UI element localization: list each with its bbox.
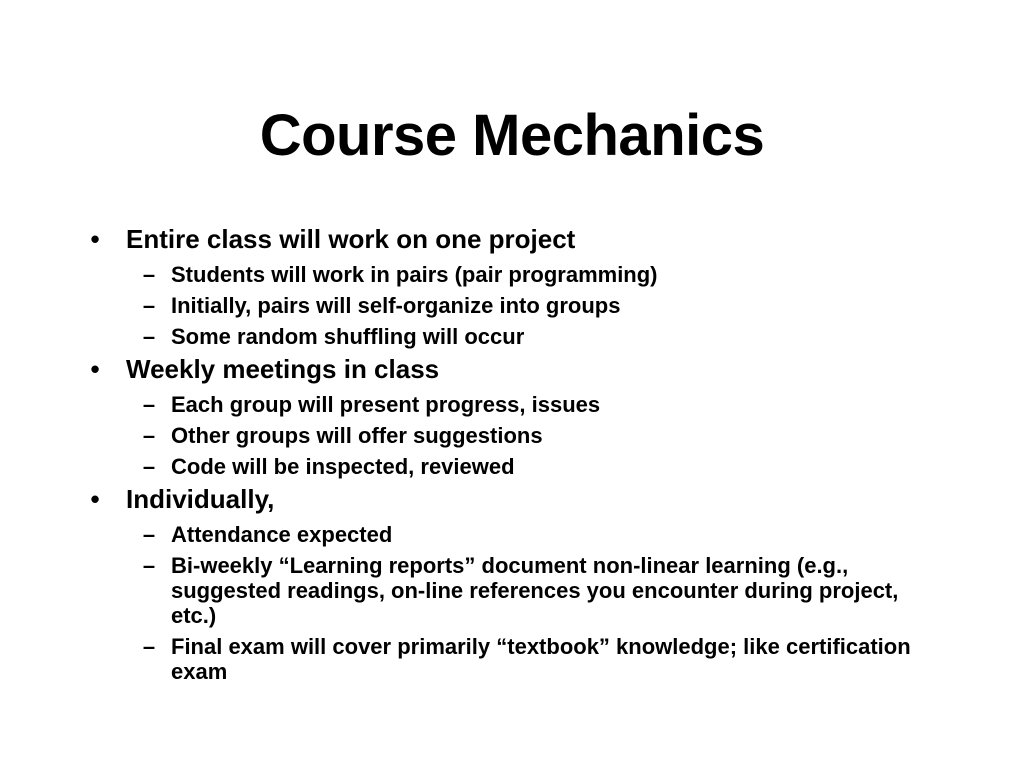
sub-bullet-item <box>0 454 1024 479</box>
sub-bullet-text: Other groups will offer suggestions <box>171 423 543 448</box>
bullet-item <box>0 222 1024 256</box>
sub-bullet-text: Final exam will cover primarily “textbook” knowledge; like certification exam <box>171 634 911 684</box>
dash-icon: – <box>142 324 156 349</box>
bullet-group-meetings <box>0 352 1024 479</box>
sub-bullet-item <box>0 262 1024 287</box>
dash-icon: – <box>142 522 156 547</box>
sub-bullet-item <box>0 423 1024 448</box>
bullet-dot-icon: • <box>90 354 100 384</box>
dash-icon: – <box>142 553 156 578</box>
bullet-item <box>0 482 1024 516</box>
slide-title: Course Mechanics <box>259 103 765 168</box>
sub-bullet-text: Students will work in pairs (pair programming) <box>171 262 658 287</box>
bullet-dot-icon: • <box>90 484 100 514</box>
sub-bullet-text: Each group will present progress, issues <box>171 392 601 417</box>
sub-bullet-item <box>0 392 1024 417</box>
sub-bullet-item <box>0 522 1024 547</box>
sub-bullet-text: Initially, pairs will self-organize into groups <box>171 293 621 318</box>
dash-icon: – <box>142 423 156 448</box>
sub-bullet-item <box>0 553 1024 628</box>
sub-bullet-item <box>0 634 1024 684</box>
dash-icon: – <box>142 262 156 287</box>
bullet-list <box>0 222 1024 687</box>
bullet-group-individually <box>0 482 1024 684</box>
dash-icon: – <box>142 293 156 318</box>
bullet-text: Individually, <box>126 484 275 514</box>
sub-bullet-text: Code will be inspected, reviewed <box>171 454 515 479</box>
sub-bullet-item <box>0 324 1024 349</box>
dash-icon: – <box>142 392 156 417</box>
bullet-text: Entire class will work on one project <box>126 224 576 254</box>
sub-bullet-text: Bi-weekly “Learning reports” document non-linear learning (e.g., suggested readings, on-line references you encounter during project, etc.) <box>171 553 899 628</box>
bullet-text: Weekly meetings in class <box>126 354 440 384</box>
dash-icon: – <box>142 454 156 479</box>
bullet-item <box>0 352 1024 386</box>
sub-bullet-text: Attendance expected <box>171 522 393 547</box>
bullet-dot-icon: • <box>90 224 100 254</box>
bullet-group-project <box>0 222 1024 349</box>
dash-icon: – <box>142 634 156 659</box>
sub-bullet-item <box>0 293 1024 318</box>
sub-bullet-text: Some random shuffling will occur <box>171 324 525 349</box>
